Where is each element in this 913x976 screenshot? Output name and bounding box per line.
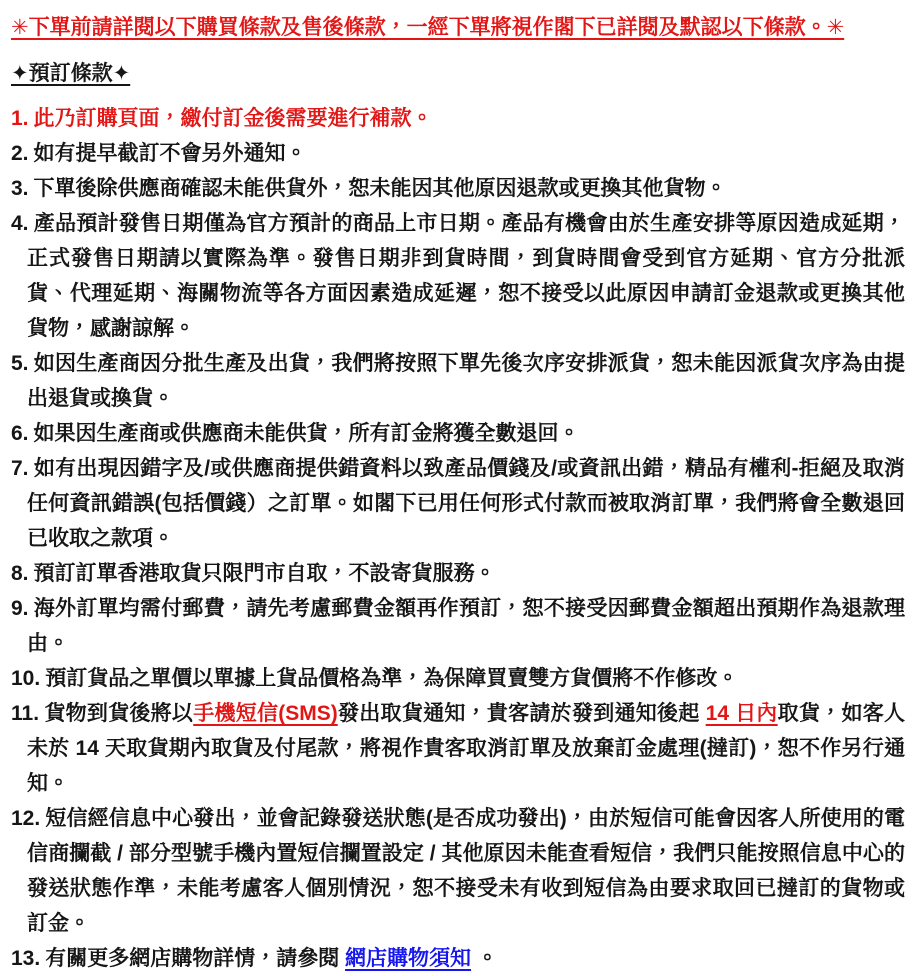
term-text: 預訂貨品之單價以單據上貨品價格為準，為保障買賣雙方貨價將不作修改。	[45, 667, 739, 690]
term-text: 海外訂單均需付郵費，請先考慮郵費金額再作預訂，恕不接受因郵費金額超出預期作為退款理由。	[27, 597, 905, 655]
highlighted-term-text: 手機短信(SMS)	[193, 702, 338, 725]
terms-item	[11, 451, 905, 556]
term-text: 。	[471, 947, 498, 970]
highlighted-term-text: 14 日內	[705, 702, 778, 725]
term-text: 貨物到貨後將以	[44, 702, 194, 725]
terms-item	[11, 416, 905, 451]
term-text: 如有提早截訂不會另外通知。	[33, 142, 307, 165]
term-text: 如果因生產商或供應商未能供貨，所有訂金將獲全數退回。	[33, 422, 580, 445]
terms-item	[11, 101, 905, 136]
item-number: 8.	[11, 562, 29, 585]
term-text: 此乃訂購頁面，繳付訂金後需要進行補款。	[33, 107, 433, 130]
item-number: 7.	[11, 457, 29, 480]
term-text: 下單後除供應商確認未能供貨外，恕未能因其他原因退款或更換其他貨物。	[33, 177, 727, 200]
terms-item	[11, 136, 905, 171]
pre-order-terms-page	[11, 10, 905, 976]
terms-item	[11, 661, 905, 696]
term-text: 發出取貨通知，貴客請於發到通知後起	[337, 702, 706, 725]
item-number: 11.	[11, 702, 40, 725]
terms-item	[11, 801, 905, 941]
pre-order-warning-banner: ✳下單前請詳閱以下購買條款及售後條款，一經下單將視作閣下已詳閱及默認以下條款。✳	[11, 16, 845, 39]
item-number: 1.	[11, 107, 29, 130]
item-number: 9.	[11, 597, 29, 620]
terms-list	[11, 101, 905, 976]
item-number: 6.	[11, 422, 29, 445]
item-number: 13.	[11, 947, 41, 970]
item-number: 5.	[11, 352, 29, 375]
item-number: 10.	[11, 667, 41, 690]
item-number: 12.	[11, 807, 41, 830]
terms-item	[11, 696, 905, 801]
term-text: 取貨，如客人未於 14 天取貨期內取貨及付尾款，將視作貴客取消訂單及放棄訂金處理(撻訂)，恕不作另行通知。	[27, 702, 905, 795]
terms-item	[11, 171, 905, 206]
terms-item	[11, 206, 905, 346]
term-text: 短信經信息中心發出，並會記錄發送狀態(是否成功發出)，由於短信可能會因客人所使用的電信商攔截 / 部分型號手機內置短信攔置設定 / 其他原因未能查看短信，我們只能按照信息中心的發送狀態作準，未能考慮客人個別情況，恕不接受未有收到短信為由要求取回已撻訂的貨物或訂金。	[27, 807, 905, 935]
term-text: 產品預計發售日期僅為官方預計的商品上市日期。產品有機會由於生產安排等原因造成延期，正式發售日期請以實際為準。發售日期非到貨時間，到貨時間會受到官方延期、官方分批派貨、代理延期、海關物流等各方面因素造成延遲，恕不接受以此原因申請訂金退款或更換其他貨物，感謝諒解。	[27, 212, 905, 340]
term-text: 預訂訂單香港取貨只限門市自取，不設寄貨服務。	[33, 562, 496, 585]
term-text: 如有出現因錯字及/或供應商提供錯資料以致產品價錢及/或資訊出錯，精品有權利-拒絕及取消任何資訊錯誤(包括價錢）之訂單。如閣下已用任何形式付款而被取消訂單，我們將會全數退回已收取之款項。	[27, 457, 905, 550]
terms-item	[11, 346, 905, 416]
store-shopping-guide-link[interactable]: 網店購物須知	[345, 947, 472, 970]
terms-item	[11, 591, 905, 661]
item-number: 2.	[11, 142, 29, 165]
term-text: 如因生產商因分批生產及出貨，我們將按照下單先後次序安排派貨，恕未能因派貨次序為由提出退貨或換貨。	[27, 352, 905, 410]
term-text: 有關更多網店購物詳情，請參閱	[45, 947, 346, 970]
item-number: 3.	[11, 177, 29, 200]
terms-item	[11, 556, 905, 591]
terms-item	[11, 941, 905, 976]
item-number: 4.	[11, 212, 29, 235]
section-heading-pre-order-terms: ✦預訂條款✦	[11, 62, 131, 85]
